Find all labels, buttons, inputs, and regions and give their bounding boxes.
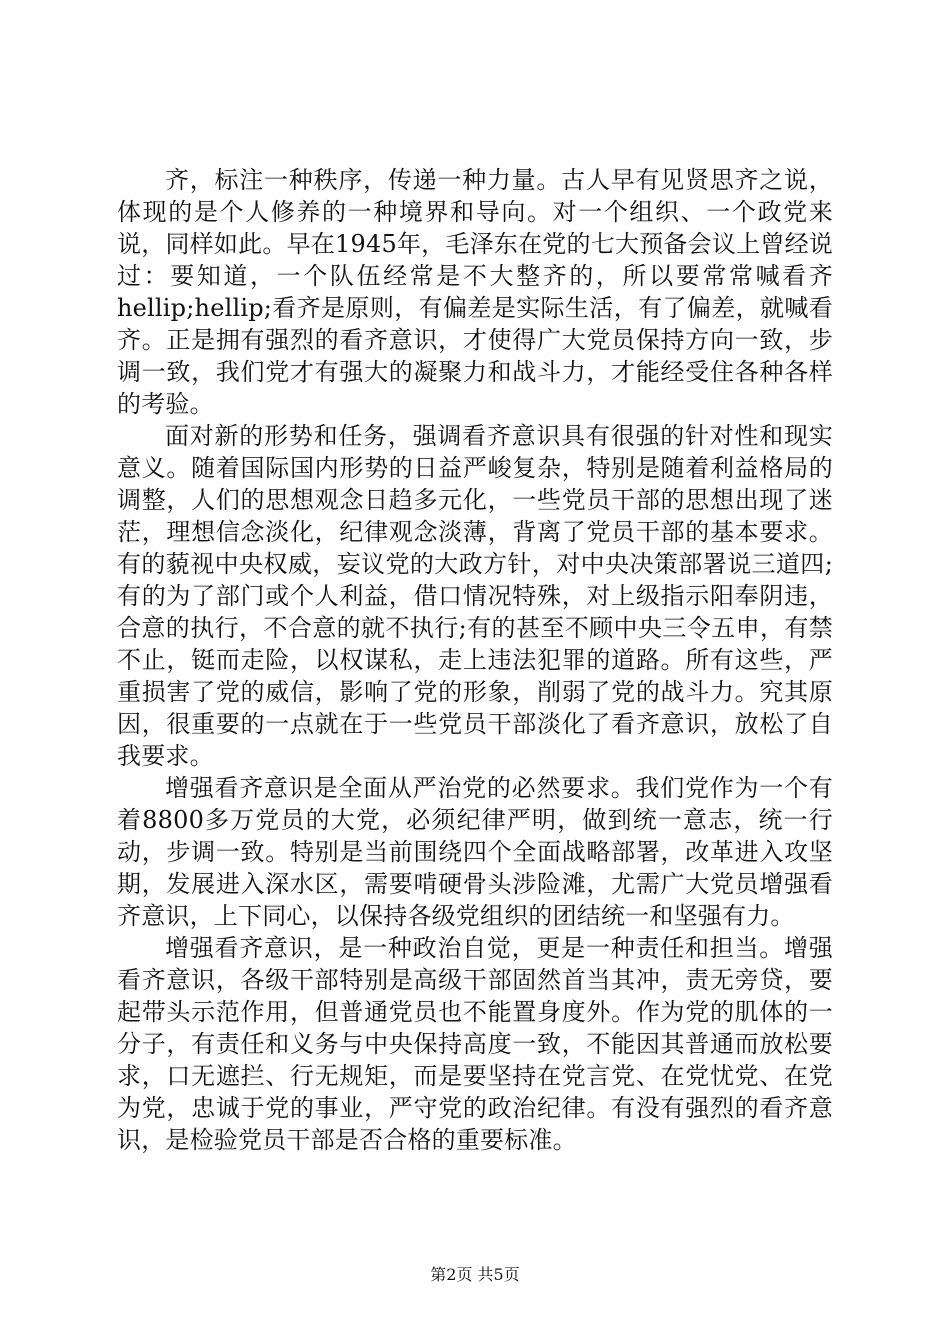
paragraph-4: 增强看齐意识，是一种政治自觉，更是一种责任和担当。增强看齐意识，各级干部特别是高级干部固然首当其冲，责无旁贷，要起带头示范作用，但普通党员也不能置身度外。作为党的肌体的一分子，有责任和义务与中央保持高度一致，不能因其普通而放松要求，口无遮拦、行无规矩，而是要坚持在党言党、在党忧党、在党为党，忠诚于党的事业，严守党的政治纪律。有没有强烈的看齐意识，是检验党员干部是否合格的重要标准。	[117, 934, 833, 1154]
paragraph-2: 面对新的形势和任务，强调看齐意识具有很强的针对性和现实意义。随着国际国内形势的日益严峻复杂，特别是随着利益格局的调整，人们的思想观念日趋多元化，一些党员干部的思想出现了迷茫，理想信念淡化，纪律观念淡薄，背离了党员干部的基本要求。有的藐视中央权威，妄议党的大政方针，对中央决策部署说三道四;有的为了部门或个人利益，借口情况特殊，对上级指示阳奉阴违，合意的执行，不合意的就不执行;有的甚至不顾中央三令五申，有禁不止，铤而走险，以权谋私，走上违法犯罪的道路。所有这些，严重损害了党的威信，影响了党的形象，削弱了党的战斗力。究其原因，很重要的一点就在于一些党员干部淡化了看齐意识，放松了自我要求。	[117, 422, 833, 770]
document-body	[117, 164, 833, 1156]
paragraph-1: 齐，标注一种秩序，传递一种力量。古人早有见贤思齐之说，体现的是个人修养的一种境界和导向。对一个组织、一个政党来说，同样如此。早在1945年，毛泽东在党的七大预备会议上曾经说过：要知道，一个队伍经常是不大整齐的，所以要常常喊看齐hellip;hellip;看齐是原则，有偏差是实际生活，有了偏差，就喊看齐。正是拥有强烈的看齐意识，才使得广大党员保持方向一致，步调一致，我们党才有强大的凝聚力和战斗力，才能经受住各种各样的考验。	[117, 166, 833, 418]
page-number-footer: 第2页 共5页	[430, 1265, 520, 1284]
paragraph-3: 增强看齐意识是全面从严治党的必然要求。我们党作为一个有着8800多万党员的大党，必须纪律严明，做到统一意志，统一行动，步调一致。特别是当前围绕四个全面战略部署，改革进入攻坚期，发展进入深水区，需要啃硬骨头涉险滩，尤需广大党员增强看齐意识，上下同心，以保持各级党组织的团结统一和坚强有力。	[117, 774, 833, 930]
